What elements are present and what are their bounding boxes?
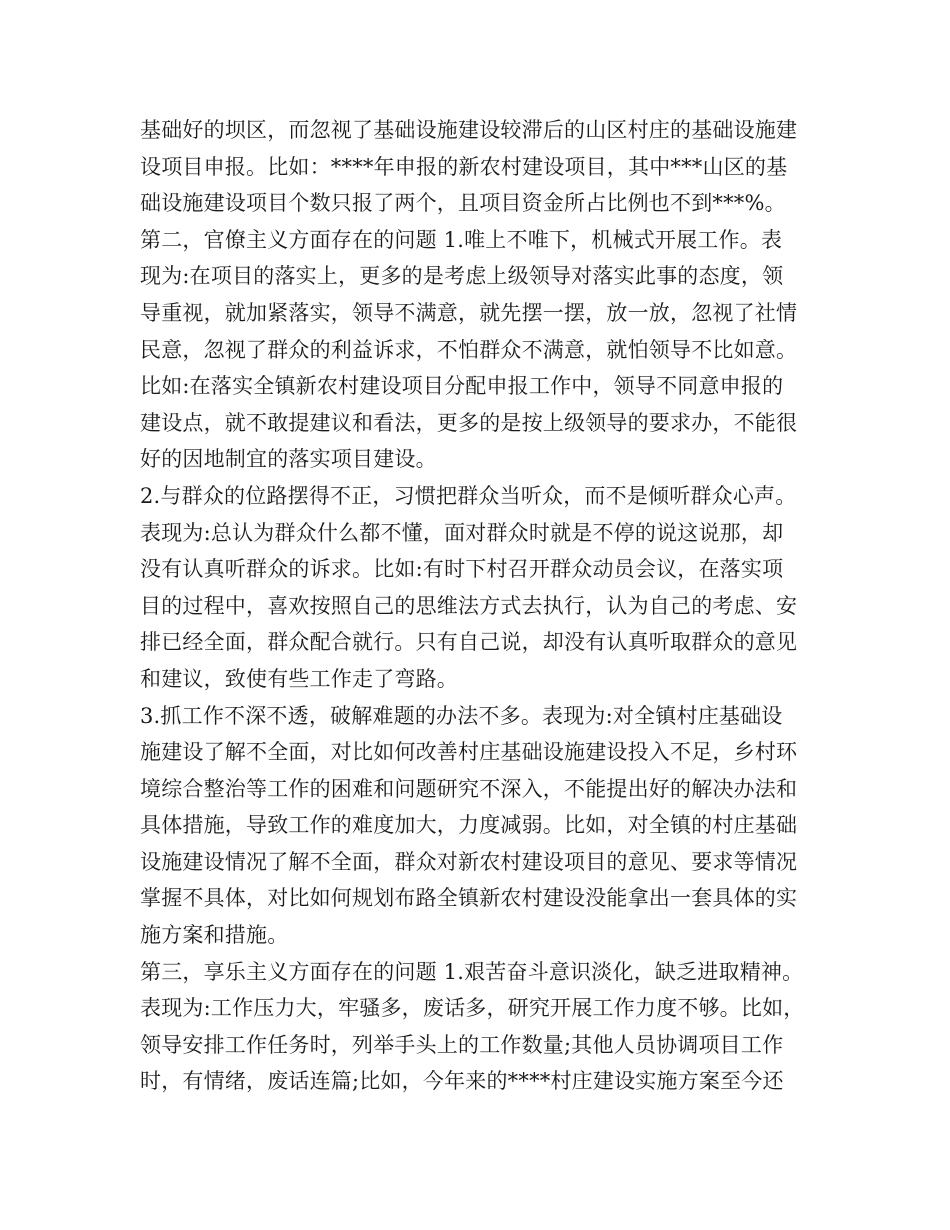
text-line: 排已经全面，群众配合就行。只有自己说，却没有认真听取群众的意见: [140, 630, 798, 655]
text-line: 表现为:工作压力大，牢骚多，废话多，研究开展工作力度不够。比如，: [140, 996, 805, 1021]
text-line: 境综合整治等工作的困难和问题研究不深入，不能提出好的解决办法和: [140, 776, 798, 801]
text-line: 施建设了解不全面，对比如何改善村庄基础设施建设投入不足，乡村环: [140, 740, 798, 765]
text-line: 设施建设情况了解不全面，群众对新农村建设项目的意见、要求等情况: [140, 849, 798, 874]
text-line: 第三，享乐主义方面存在的问题 1.艰苦奋斗意识淡化，缺乏进取精神。: [140, 959, 804, 984]
text-line: 2.与群众的位路摆得不正，习惯把群众当听众，而不是倾听群众心声。: [140, 483, 797, 508]
text-line: 具体措施，导致工作的难度加大，力度减弱。比如，对全镇的村庄基础: [140, 813, 798, 838]
text-line: 领导安排工作任务时，列举手头上的工作数量;其他人员协调项目工作: [140, 1032, 784, 1057]
text-line: 建设点，就不敢提建议和看法，更多的是按上级领导的要求办，不能很: [140, 410, 798, 435]
text-line: 3.抓工作不深不透，破解难题的办法不多。表现为:对全镇村庄基础设: [140, 703, 783, 728]
text-line: 掌握不具体，对比如何规划布路全镇新农村建设没能拿出一套具体的实: [140, 886, 798, 911]
text-line: 表现为:总认为群众什么都不懂，面对群众时就是不停的说这说那，却: [140, 520, 784, 545]
text-line: 目的过程中，喜欢按照自己的思维法方式去执行，认为自己的考虑、安: [140, 593, 798, 618]
text-line: 好的因地制宜的落实项目建设。: [140, 447, 437, 472]
text-line: 时，有情绪，废话连篇;比如，今年来的****村庄建设实施方案至今还: [140, 1069, 784, 1094]
text-line: 础设施建设项目个数只报了两个，且项目资金所占比例也不到***%。: [140, 191, 786, 216]
text-line: 比如:在落实全镇新农村建设项目分配申报工作中，领导不同意申报的: [140, 374, 784, 399]
text-line: 现为:在项目的落实上，更多的是考虑上级领导对落实此事的态度，领: [140, 264, 784, 289]
text-line: 和建议，致使有些工作走了弯路。: [140, 666, 458, 691]
text-line: 施方案和措施。: [140, 923, 289, 948]
text-line: 没有认真听群众的诉求。比如:有时下村召开群众动员会议，在落实项: [140, 557, 784, 582]
text-line: 导重视，就加紧落实，领导不满意，就先摆一摆，放一放，忽视了社情: [140, 300, 798, 325]
text-line: 民意，忽视了群众的利益诉求，不怕群众不满意，就怕领导不比如意。: [140, 337, 798, 362]
text-line: 第二，官僚主义方面存在的问题 1.唯上不唯下，机械式开展工作。表: [140, 227, 783, 252]
text-line: 基础好的坝区，而忽视了基础设施建设较滞后的山区村庄的基础设施建: [140, 118, 798, 142]
body-text: [140, 112, 830, 1100]
text-line: 设项目申报。比如：****年申报的新农村建设项目，其中***山区的基: [140, 154, 788, 179]
